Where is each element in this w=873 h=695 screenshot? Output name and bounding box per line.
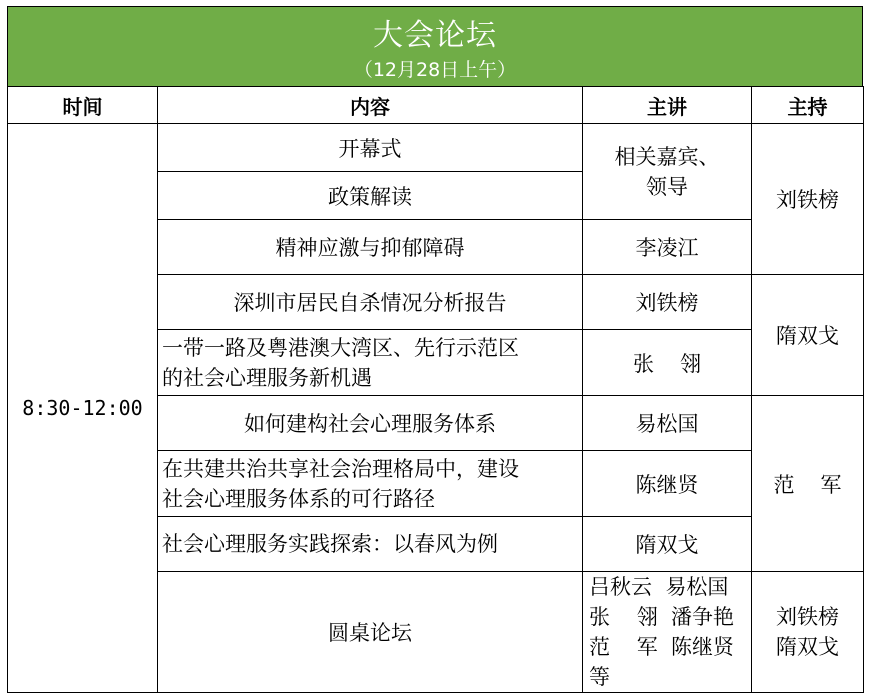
speaker-cell	[583, 330, 752, 396]
host-name-part: 范	[773, 472, 795, 497]
column-header-content: 内容	[158, 87, 583, 124]
content-cell: 圆桌论坛	[158, 572, 583, 693]
content-line: 的社会心理服务新机遇	[162, 365, 372, 390]
content-line: 社会心理服务体系的可行路径	[162, 486, 435, 511]
speaker-cell: 易松国	[583, 396, 752, 451]
roundtable-speakers-cell	[583, 572, 752, 693]
speaker-name-part: 张	[633, 351, 654, 376]
forum-title: 大会论坛	[373, 18, 497, 53]
speaker-cell: 李凌江	[583, 220, 752, 275]
time-cell: 8:30-12:00	[8, 124, 158, 693]
roundtable-speaker-line: 范 军 陈继贤	[589, 635, 735, 659]
table-row	[8, 124, 864, 172]
speaker-line: 领导	[646, 174, 688, 199]
content-cell	[158, 451, 583, 517]
content-cell: 如何建构社会心理服务体系	[158, 396, 583, 451]
column-header-speaker: 主讲	[583, 87, 752, 124]
speaker-cell: 陈继贤	[583, 451, 752, 517]
content-cell: 深圳市居民自杀情况分析报告	[158, 275, 583, 330]
host-line: 刘铁榜	[776, 605, 839, 629]
content-cell: 政策解读	[158, 172, 583, 220]
host-cell	[752, 572, 864, 693]
host-line: 隋双戈	[776, 635, 839, 659]
host-cell	[752, 396, 864, 572]
content-cell: 开幕式	[158, 124, 583, 172]
header-row	[8, 87, 864, 124]
host-name-part: 军	[820, 472, 842, 497]
schedule-sheet	[7, 6, 863, 693]
host-cell: 刘铁榜	[752, 124, 864, 275]
schedule-table	[7, 86, 864, 693]
column-header-time: 时间	[8, 87, 158, 124]
speaker-cell: 刘铁榜	[583, 275, 752, 330]
content-cell	[158, 330, 583, 396]
content-cell: 社会心理服务实践探索：以春风为例	[158, 517, 583, 572]
speaker-line: 相关嘉宾、	[614, 144, 720, 169]
forum-date: （12月28日上午）	[353, 59, 517, 81]
title-banner	[7, 6, 863, 86]
roundtable-speaker-line: 等	[589, 665, 610, 689]
host-cell: 隋双戈	[752, 275, 864, 396]
speaker-name-part: 翎	[680, 351, 701, 376]
speaker-cell: 隋双戈	[583, 517, 752, 572]
roundtable-speaker-line: 吕秋云 易松国	[589, 575, 729, 599]
content-cell: 精神应激与抑郁障碍	[158, 220, 583, 275]
speaker-cell	[583, 124, 752, 220]
content-line: 在共建共治共享社会治理格局中，建设	[162, 456, 519, 481]
column-header-host: 主持	[752, 87, 864, 124]
content-line: 一带一路及粤港澳大湾区、先行示范区	[162, 335, 519, 360]
roundtable-speaker-line: 张 翎 潘争艳	[589, 605, 735, 629]
